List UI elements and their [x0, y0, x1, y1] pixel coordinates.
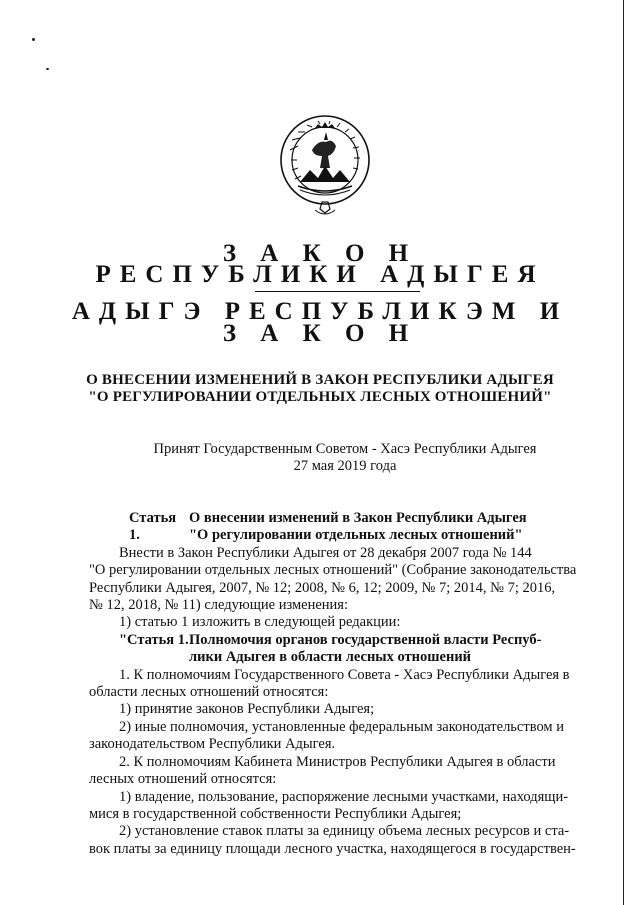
heading-divider — [255, 291, 420, 292]
paragraph-line: лесных отношений относятся: — [89, 771, 277, 788]
article-title-line1: О внесении изменений в Закон Республики Адыгея — [189, 510, 527, 526]
article-heading — [89, 510, 599, 545]
scan-speck — [46, 68, 49, 70]
law-heading-line3: АДЫГЭ РЕСПУБЛИКЭМ И — [71, 298, 569, 325]
paragraph-line: 1) владение, пользование, распоряжение лесными участками, находящи- — [119, 788, 569, 805]
body-line: Республики Адыгея, 2007, № 12; 2008, № 6, 12; 2009, № 7; 2014, № 7; 2016, — [89, 579, 556, 596]
paragraph-line: вок платы за единицу площади лесного участка, находящегося в государствен- — [89, 840, 576, 857]
quoted-article-title-line1: Полномочия органов государственной власти Респуб- — [189, 631, 542, 648]
body-line: "О регулировании отдельных лесных отношений" (Собрание законодательства — [89, 562, 577, 579]
paragraph-line: 2. К полномочиям Кабинета Министров Республики Адыгея в области — [119, 753, 556, 770]
adoption-line1: Принят Государственным Советом - Хасэ Республики Адыгея — [153, 441, 537, 457]
law-heading-line4: З А К О Н — [222, 320, 418, 347]
law-title-line2: "О РЕГУЛИРОВАНИИ ОТДЕЛЬНЫХ ЛЕСНЫХ ОТНОШЕНИЙ" — [88, 389, 552, 405]
coat-of-arms-icon — [270, 110, 380, 230]
body-line: 1) статью 1 изложить в следующей редакции: — [119, 614, 401, 631]
quoted-article-number: "Статья 1. — [119, 631, 189, 648]
paragraph-line: 1) принятие законов Республики Адыгея; — [119, 701, 375, 718]
document-body — [89, 510, 599, 858]
paragraph-line: мися в государственной собственности Республики Адыгея; — [89, 805, 462, 822]
adoption-date: 27 мая 2019 года — [293, 458, 397, 474]
paragraph-line: 2) установление ставок платы за единицу объема лесных ресурсов и ста- — [119, 823, 570, 840]
article-number: Статья 1. — [129, 510, 177, 544]
body-line: Внести в Закон Республики Адыгея от 28 декабря 2007 года № 144 — [119, 544, 532, 561]
paragraph-line: законодательством Республики Адыгея. — [89, 736, 336, 753]
law-heading-line2: РЕСПУБЛИКИ АДЫГЕЯ — [95, 261, 545, 288]
quoted-article-heading — [89, 632, 599, 667]
law-title-line1: О ВНЕСЕНИИ ИЗМЕНЕНИЙ В ЗАКОН РЕСПУБЛИКИ АДЫГЕЯ — [86, 372, 554, 388]
paragraph-line: 2) иные полномочия, установленные федеральным законодательством и — [119, 718, 564, 735]
quoted-article-title-line2: лики Адыгея в области лесных отношений — [189, 649, 472, 666]
scan-speck — [32, 38, 35, 41]
article-title-line2: "О регулировании отдельных лесных отношений" — [189, 527, 523, 544]
law-heading-line1: З А К О Н — [222, 240, 418, 267]
body-line: № 12, 2018, № 11) следующие изменения: — [89, 597, 349, 614]
paragraph-line: области лесных отношений относятся: — [89, 684, 329, 701]
paragraph-line: 1. К полномочиям Государственного Совета - Хасэ Республики Адыгея в — [119, 666, 570, 683]
